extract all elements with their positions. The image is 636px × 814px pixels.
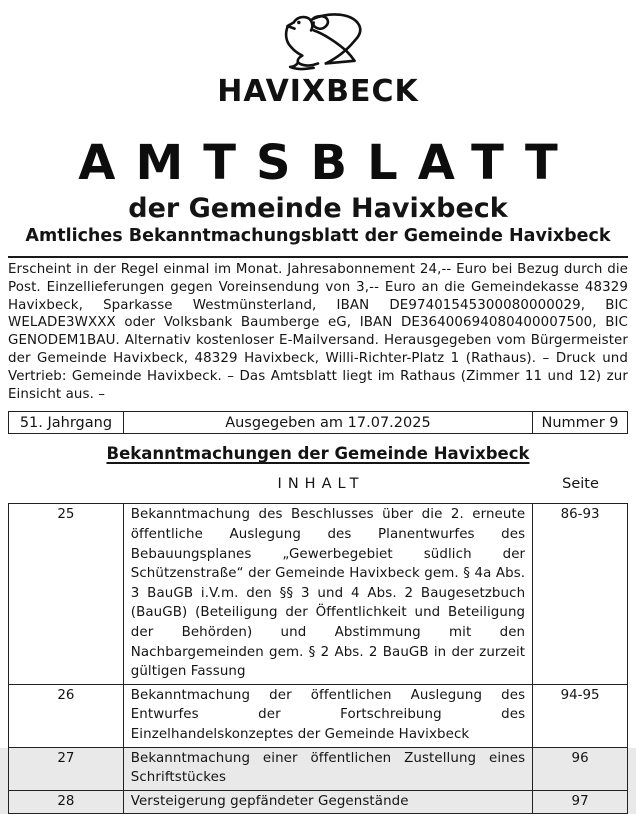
toc-item-pages: 86-93	[533, 504, 628, 684]
page-tagline: Amtliches Bekanntmachungsblatt der Gemeinde Havixbeck	[25, 226, 611, 246]
toc-item-text: Versteigerung gepfändeter Gegenstände	[123, 790, 532, 814]
toc-title: INHALT	[277, 476, 365, 493]
municipality-logo	[8, 0, 628, 108]
toc-item-text: Bekanntmachung der öffentlichen Auslegung des Entwurfes der Fortschreibung des Einzelhandelskonzeptes der Gemeinde Havixbeck	[123, 684, 532, 747]
logo-wordmark: HAVIXBECK	[217, 74, 419, 109]
table-row	[9, 684, 628, 747]
falcon-icon	[8, 6, 628, 80]
page-subtitle: der Gemeinde Havixbeck	[128, 193, 508, 224]
toc-item-number: 27	[9, 747, 124, 790]
issue-info-row	[9, 412, 628, 434]
toc-item-number: 25	[9, 504, 124, 684]
imprint-paragraph: Erscheint in der Regel einmal im Monat. Jahresabonnement 24,-- Euro bei Bezug durch die Post. Einzellieferungen gegen Voreinsendung von 3,-- Euro an die Gemeindekasse 48329 Havixbeck, Sparkasse Westmünsterland, IBAN DE97401545300080000029, BIC WELADE3WXXX oder Volksbank Baumberge eG, IBAN DE36400694080400007500, BIC GENODEM1BAU. Alternativ kostenloser E-Mailversand. Herausgegeben vom Bürgermeister der Gemeinde Havixbeck, 48329 Havixbeck, Willi-Richter-Platz 1 (Rathaus). – Druck und Vertrieb: Gemeinde Havixbeck. – Das Amtsblatt liegt im Rathaus (Zimmer 11 und 12) zur Einsicht aus. –	[8, 262, 628, 402]
issue-info-bar	[8, 411, 628, 434]
toc-item-text: Bekanntmachung einer öffentlichen Zustellung eines Schriftstückes	[123, 747, 532, 790]
table-row	[9, 790, 628, 814]
toc-page-column-label: Seite	[562, 476, 599, 493]
issue-volume: 51. Jahrgang	[9, 412, 124, 434]
toc-item-text: Bekanntmachung des Beschlusses über die 2. erneute öffentliche Auslegung des Planentwurfes des Bebauungsplanes „Gewerbegebiet südlich der Schützenstraße“ der Gemeinde Havixbeck gem. § 4a Abs. 3 BauGB i.V.m. den §§ 3 und 4 Abs. 2 Baugesetzbuch (BauGB) (Beteiligung der Öffentlichkeit und Beteiligung der Behörden) und Abstimmung mit den Nachbargemeinden gem. § 2 Abs. 2 BauGB in der zurzeit gültigen Fassung	[123, 504, 532, 684]
table-row	[9, 747, 628, 790]
issue-number: Nummer 9	[533, 412, 628, 434]
toc-table	[8, 503, 628, 814]
section-heading: Bekanntmachungen der Gemeinde Havixbeck	[106, 444, 530, 464]
toc-item-pages: 96	[533, 747, 628, 790]
toc-item-pages: 97	[533, 790, 628, 814]
toc-item-pages: 94-95	[533, 684, 628, 747]
page-title: AMTSBLATT	[78, 135, 578, 191]
issue-date: Ausgegeben am 17.07.2025	[123, 412, 532, 434]
toc-header	[8, 476, 628, 498]
table-row	[9, 504, 628, 684]
masthead-divider	[8, 256, 628, 258]
toc-item-number: 28	[9, 790, 124, 814]
toc-item-number: 26	[9, 684, 124, 747]
